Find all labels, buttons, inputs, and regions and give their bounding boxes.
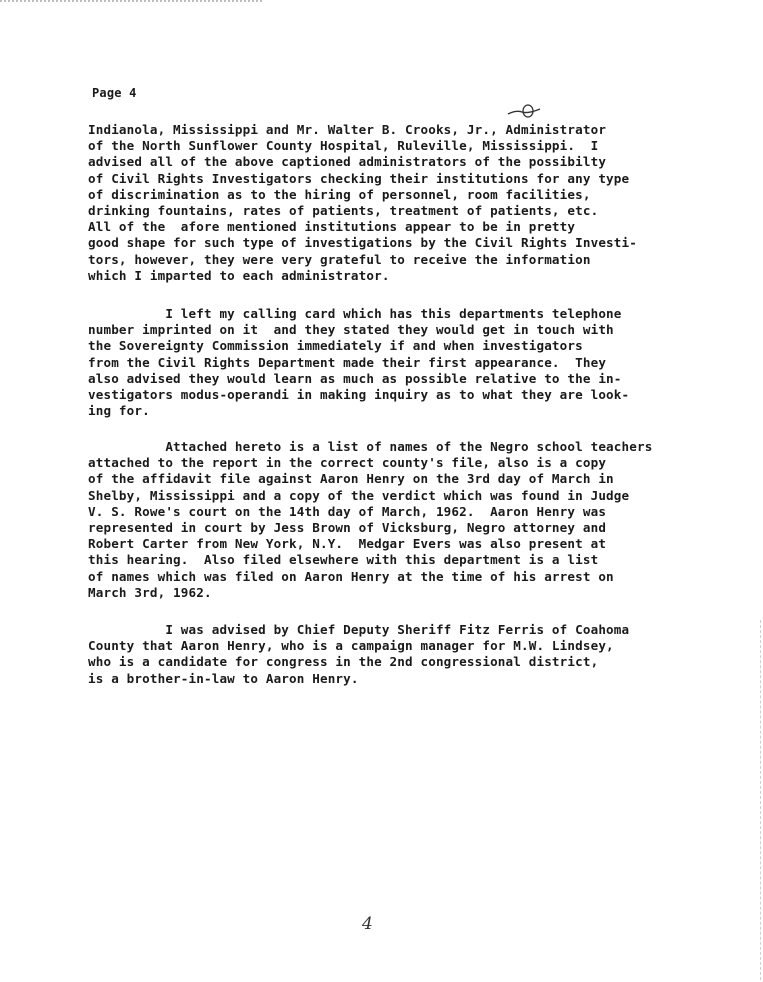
text-line: of discrimination as to the hiring of personnel, room facilities, xyxy=(88,186,591,202)
page-label: Page 4 xyxy=(92,86,137,100)
text-line: Robert Carter from New York, N.Y. Medgar Evers was also present at xyxy=(88,536,607,552)
text-line: of the North Sunflower County Hospital, Ruleville, Mississippi. I xyxy=(88,138,599,154)
text-line: which I imparted to each administrator. xyxy=(88,267,390,283)
text-line: I was advised by Chief Deputy Sheriff Fitz Ferris of Coahoma xyxy=(88,622,630,637)
text-line: March 3rd, 1962. xyxy=(88,584,212,600)
text-line: represented in court by Jess Brown of Vicksburg, Negro attorney and xyxy=(88,520,607,536)
text-line: of names which was filed on Aaron Henry at the time of his arrest on xyxy=(88,568,614,584)
text-line: ing for. xyxy=(88,403,150,419)
handwritten-page-number: 4 xyxy=(362,914,373,934)
text-line: Attached hereto is a list of names of the Negro school teachers xyxy=(88,439,653,454)
text-line: the Sovereignty Commission immediately if and when investigators xyxy=(88,338,583,354)
text-line: County that Aaron Henry, who is a campaign manager for M.W. Lindsey, xyxy=(88,638,614,654)
text-line: Indianola, Mississippi and Mr. Walter B. Crooks, Jr., Administrator xyxy=(88,122,607,137)
handwritten-correction-mark xyxy=(506,100,542,122)
paragraph-2 xyxy=(88,306,738,419)
text-line: of Civil Rights Investigators checking their institutions for any type xyxy=(88,170,630,186)
paragraph-3 xyxy=(88,439,738,601)
scan-edge-dots xyxy=(0,0,262,2)
text-line: drinking fountains, rates of patients, treatment of patients, etc. xyxy=(88,203,599,219)
text-line: is a brother-in-law to Aaron Henry. xyxy=(88,670,359,686)
text-line: vestigators modus-operandi in making inquiry as to what they are look- xyxy=(88,387,630,403)
text-line: I left my calling card which has this departments telephone xyxy=(88,306,622,321)
text-line: All of the afore mentioned institutions appear to be in pretty xyxy=(88,219,576,235)
text-line: of the affidavit file against Aaron Henry on the 3rd day of March in xyxy=(88,471,614,487)
text-line: number imprinted on it and they stated they would get in touch with xyxy=(88,322,614,338)
text-line: attached to the report in the correct county's file, also is a copy xyxy=(88,455,607,471)
text-line: who is a candidate for congress in the 2nd congressional district, xyxy=(88,654,599,670)
text-line: this hearing. Also filed elsewhere with this department is a list xyxy=(88,552,599,568)
text-line: good shape for such type of investigations by the Civil Rights Investi- xyxy=(88,235,637,251)
paragraph-1 xyxy=(88,122,738,284)
paragraph-4 xyxy=(88,622,738,687)
text-line: from the Civil Rights Department made their first appearance. They xyxy=(88,354,607,370)
text-line: tors, however, they were very grateful to receive the information xyxy=(88,251,591,267)
text-line: also advised they would learn as much as possible relative to the in- xyxy=(88,370,622,386)
scan-edge-right xyxy=(760,620,761,980)
text-line: Shelby, Mississippi and a copy of the verdict which was found in Judge xyxy=(88,487,630,503)
text-line: V. S. Rowe's court on the 14th day of March, 1962. Aaron Henry was xyxy=(88,503,607,519)
text-line: advised all of the above captioned administrators of the possibilty xyxy=(88,154,607,170)
